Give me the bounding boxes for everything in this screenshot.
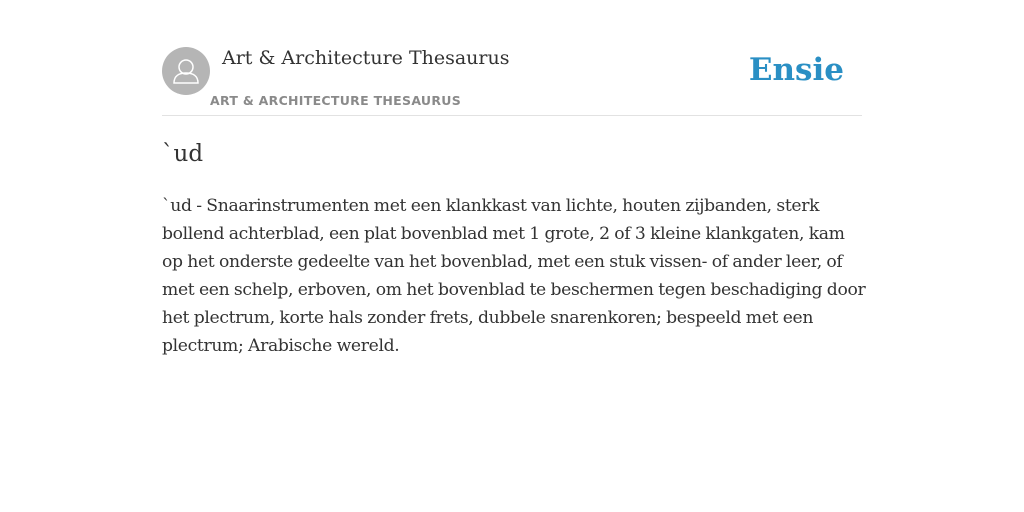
user-placeholder-icon	[162, 47, 210, 95]
source-title-link[interactable]: Art & Architecture Thesaurus	[222, 47, 510, 69]
entry-header	[162, 0, 862, 116]
ensie-logo[interactable]: Ensie	[748, 52, 844, 88]
entry-definition: `ud - Snaarinstrumenten met een klankkast van lichte, houten zijbanden, sterk bollend achterblad, een plat bovenblad met 1 grote, 2 of 3 kleine klankgaten, kam op het onderste gedeelte van het bovenblad, met een stuk vissen- of ander leer, of met een schelp, erboven, om het bovenblad te beschermen tegen beschadiging door het plectrum, korte hals zonder frets, dubbele snarenkoren; bespeeld met een plectrum; Arabische wereld.	[162, 196, 866, 356]
source-subtitle[interactable]: ART & ARCHITECTURE THESAURUS	[210, 93, 462, 108]
entry-title: `ud	[162, 141, 204, 167]
content-container	[162, 0, 866, 356]
avatar[interactable]	[162, 47, 210, 95]
